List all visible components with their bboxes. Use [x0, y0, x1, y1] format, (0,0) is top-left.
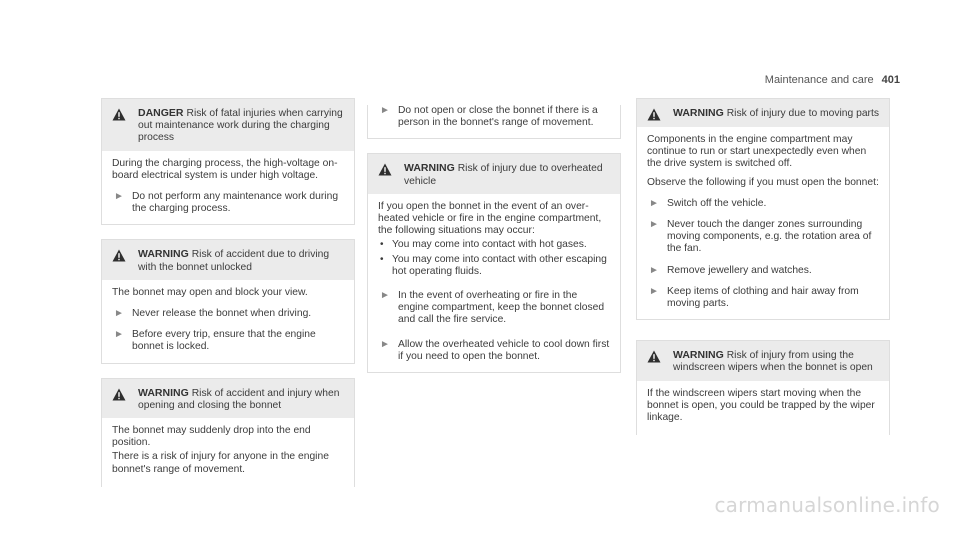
- step-arrow-icon: ►: [380, 290, 390, 302]
- step-arrow-icon: ►: [380, 105, 390, 116]
- step-item: ► Keep items of clothing and hair away from moving parts.: [649, 285, 859, 310]
- list-item: • You may come into contact with other escaping hot operating fluids.: [380, 253, 607, 277]
- warning-keyword: WARNING: [404, 162, 455, 175]
- warning-box-moving-parts: [636, 98, 890, 320]
- warning-triangle-icon: [112, 388, 128, 401]
- warning-title: Risk of injury from using the windscreen wipers when the bonnet is open: [673, 350, 873, 374]
- step-item: ► Do not open or close the bonnet if there is a person in the bonnet's range of movement.: [380, 105, 598, 129]
- warning-header: [368, 154, 620, 193]
- warning-title: Risk of injury due to overheated vehicle: [404, 163, 603, 187]
- warning-triangle-icon: [378, 163, 394, 176]
- bullet-icon: •: [380, 253, 384, 265]
- warning-header: [637, 341, 889, 380]
- step-arrow-icon: ►: [649, 219, 659, 231]
- step-item: ► Never touch the danger zones surrounding moving components, e.g. the rotation area of the fan.: [649, 219, 872, 255]
- warning-triangle-icon: [112, 108, 128, 121]
- warning-title: Risk of accident due to driving with the bonnet unlocked: [138, 249, 330, 273]
- warning-body: The bonnet may suddenly drop into the end position.: [112, 425, 311, 449]
- step-item: ► Do not perform any maintenance work during the charging process.: [114, 191, 339, 215]
- warning-box-overheated: [367, 153, 621, 373]
- watermark-text: carmanualsonline.info: [714, 493, 940, 517]
- column-right: [636, 98, 890, 449]
- warning-box-wipers: [636, 340, 890, 435]
- warning-header: [102, 379, 354, 418]
- warning-box-driving: [101, 239, 355, 363]
- step-item: ► Never release the bonnet when driving.: [114, 308, 312, 320]
- page-number: 401: [881, 74, 900, 86]
- warning-title: Risk of injury due to moving parts: [726, 108, 879, 119]
- warning-triangle-icon: [647, 350, 663, 363]
- step-arrow-icon: ►: [649, 264, 659, 276]
- step-arrow-icon: ►: [649, 197, 659, 209]
- warning-title: Risk of accident and injury when opening and closing the bonnet: [138, 387, 340, 411]
- warning-triangle-icon: [112, 249, 128, 262]
- step-arrow-icon: ►: [649, 285, 659, 297]
- warning-body: If you open the bonnet in the event of an overheated vehicle or fire in the engine compartment, the following situations may occur:: [378, 200, 602, 237]
- danger-box-charging: [101, 98, 355, 225]
- column-middle: [367, 98, 621, 387]
- step-item: ► In the event of overheating or fire in the engine compartment, keep the bonnet closed and call the fire service.: [380, 290, 605, 326]
- warning-triangle-icon: [647, 108, 663, 121]
- warning-body: There is a risk of injury for anyone in the engine bonnet's range of movement.: [112, 451, 329, 475]
- step-arrow-icon: ►: [114, 191, 124, 203]
- warning-body: The bonnet may open and block your view.: [112, 286, 308, 298]
- danger-body: During the charging process, the high-voltage on-board electrical system is under high voltage.: [112, 157, 338, 181]
- warning-keyword: WARNING: [138, 248, 189, 261]
- warning-body: Observe the following if you must open the bonnet:: [647, 176, 879, 188]
- section-title: Maintenance and care: [764, 74, 874, 86]
- page-header: [765, 74, 900, 86]
- warning-keyword: WARNING: [673, 349, 724, 362]
- danger-header: [102, 99, 354, 151]
- step-item: ► Before every trip, ensure that the engine bonnet is locked.: [114, 329, 316, 353]
- warning-body: Components in the engine compartment may continue to run or start unexpectedly even when the drive system is switched off.: [647, 134, 867, 170]
- warning-header: [637, 99, 889, 127]
- list-item: • You may come into contact with hot gases.: [380, 239, 587, 251]
- step-arrow-icon: ►: [114, 308, 124, 320]
- step-item: ► Remove jewellery and watches.: [649, 264, 812, 276]
- warning-body: If the windscreen wipers start moving when the bonnet is open, you could be trapped by the wiper linkage.: [647, 387, 875, 424]
- step-item: ► Allow the overheated vehicle to cool down first if you need to open the bonnet.: [380, 338, 610, 362]
- continued-box-closing: [367, 105, 621, 139]
- danger-title: Risk of fatal injuries when carrying out maintenance work during the charging process: [138, 108, 343, 144]
- step-item: ► Switch off the vehicle.: [649, 197, 767, 209]
- warning-header: [102, 240, 354, 279]
- warning-box-closing: [101, 378, 355, 487]
- bullet-icon: •: [380, 239, 384, 251]
- warning-keyword: WARNING: [138, 386, 189, 399]
- danger-keyword: DANGER: [138, 107, 184, 119]
- column-left: [101, 98, 355, 501]
- warning-keyword: WARNING: [673, 107, 724, 119]
- step-arrow-icon: ►: [380, 338, 390, 350]
- step-arrow-icon: ►: [114, 329, 124, 341]
